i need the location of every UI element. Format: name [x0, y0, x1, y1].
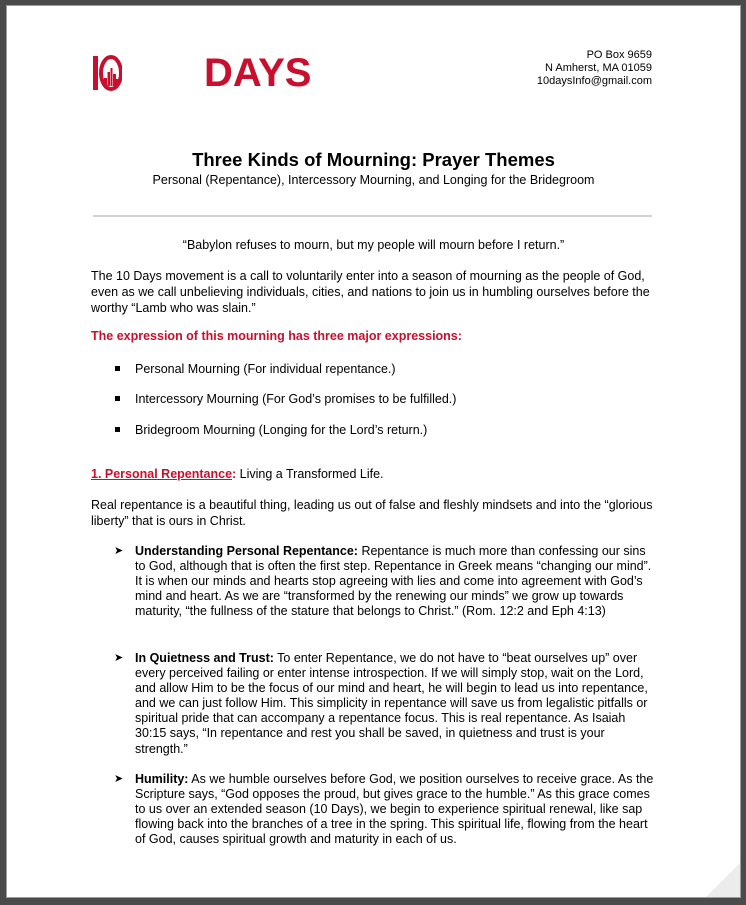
- logo-text: DAYS: [204, 51, 312, 95]
- arrow-bullet-icon: ➤: [114, 545, 124, 557]
- section-heading-subtitle: Living a Transformed Life.: [236, 467, 384, 481]
- document-title: Three Kinds of Mourning: Prayer Themes: [192, 149, 555, 170]
- list-item-text: Intercessory Mourning (For God’s promises to be fulfilled.): [135, 392, 457, 406]
- logo: [92, 50, 312, 96]
- square-bullet-icon: [115, 396, 120, 401]
- list-item: [115, 423, 427, 437]
- document-page: [6, 5, 741, 898]
- square-bullet-icon: [115, 427, 120, 432]
- item-label: In Quietness and Trust:: [135, 651, 274, 665]
- list-item: [115, 392, 456, 406]
- address-line: PO Box 9659: [586, 49, 652, 61]
- address-email: 10daysInfo@gmail.com: [536, 75, 652, 87]
- item-label: Understanding Personal Repentance:: [135, 544, 358, 558]
- address-line: N Amherst, MA 01059: [545, 62, 652, 74]
- square-bullet-icon: [115, 366, 120, 371]
- section-heading-colon: :: [232, 467, 237, 481]
- section-heading: [91, 467, 384, 481]
- item-label: Humility:: [135, 772, 189, 786]
- section-intro: Real repentance is a beautiful thing, leading us out of false and fleshly mindsets and into the “glorious liberty” that is ours in Christ.: [91, 498, 653, 528]
- divider: [93, 215, 652, 217]
- list-item-text: Bridegroom Mourning (Longing for the Lord’s return.): [135, 423, 428, 437]
- item-text: Repentance is much more than confessing our sins to God, although that is often the first step. Repentance in Greek means “changing our mind”. It is when our minds and hearts stop agreeing with lies and come into agreement with God’s mind and heart. As we are “transformed by the renewing our minds” we grow up towards maturity, “the fullness of the stature that belongs to Christ.” (Rom. 12:2 and Eph 4:13): [135, 544, 652, 619]
- item-text: As we humble ourselves before God, we position ourselves to receive grace. As the Scripture says, “God opposes the proud, but gives grace to the humble.” As this grace comes to us over an extended season (10 Days), we begin to experience spiritual renewal, like sap flowing back into the branches of a tree in the spring. This spiritual life, flowing from the heart of God, causes spiritual growth and maturity in each of us.: [135, 772, 654, 847]
- section-heading-title: 1. Personal Repentance: [91, 467, 233, 481]
- epigraph-quote: “Babylon refuses to mourn, but my people will mourn before I return.”: [182, 238, 565, 252]
- arrow-bullet-icon: ➤: [114, 652, 124, 664]
- item-text: To enter Repentance, we do not have to “beat ourselves up” over every perceived failing or enter intense introspection. If we will simply stop, wait on the Lord, and allow Him to be the focus of our mind and heart, he will begin to lead us into repentance, and we can just follow Him. This simplicity in repentance will save us from legalistic pitfalls or spiritual pride that can accompany a repentance focus. This is real repentance. As Isaiah 30:15 says, “In repentance and rest you shall be saved, in quietness and trust is your strength.”: [135, 651, 648, 756]
- list-item-text: Personal Mourning (For individual repentance.): [135, 362, 396, 376]
- list-item: [114, 651, 659, 757]
- list-item: [114, 544, 659, 619]
- intro-paragraph: The 10 Days movement is a call to voluntarily enter into a season of mourning as the people of God, even as we call unbelieving individuals, cities, and nations to join us in humbling ourselves before the worthy “Lamb who was slain.”: [91, 269, 650, 315]
- expressions-heading: The expression of this mourning has three major expressions:: [91, 329, 462, 343]
- list-item: [114, 772, 659, 847]
- page-curl: [704, 861, 741, 898]
- list-item: [115, 362, 396, 376]
- mailing-address: [537, 49, 652, 88]
- arrow-bullet-icon: ➤: [114, 773, 124, 785]
- logo-mark-icon: [92, 50, 122, 96]
- document-subtitle: Personal (Repentance), Intercessory Mourning, and Longing for the Bridegroom: [152, 173, 595, 187]
